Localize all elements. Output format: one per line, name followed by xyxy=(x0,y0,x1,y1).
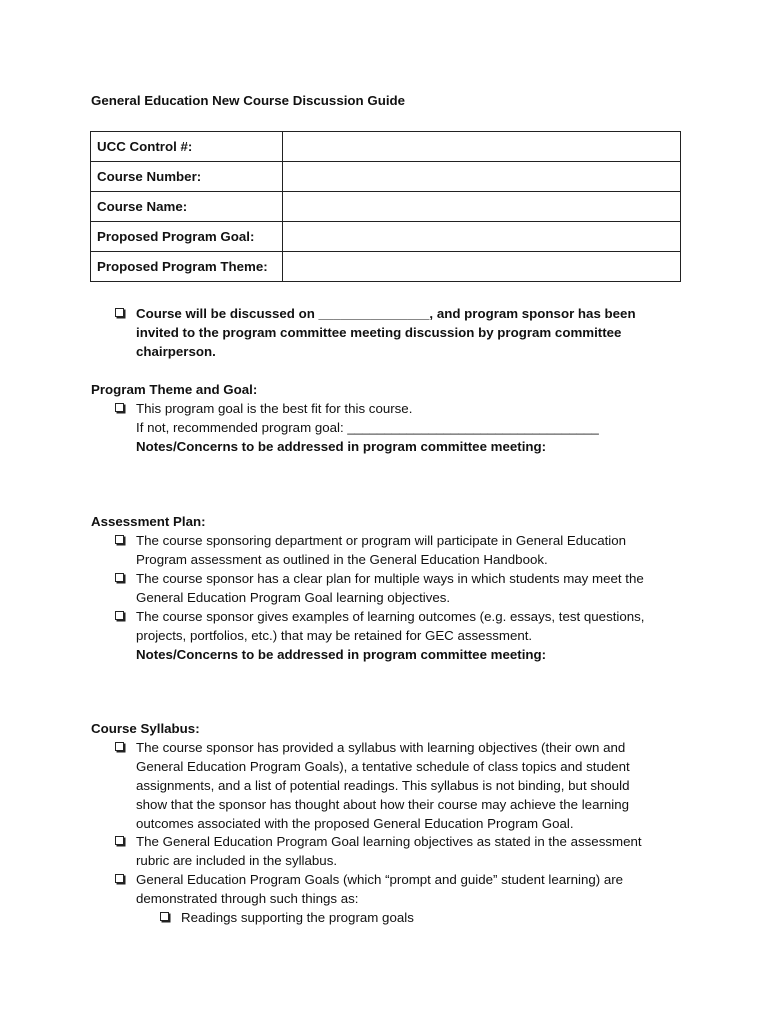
syllabus-item-1-line-4: show that the sponsor has thought about how their course may achieve the learning xyxy=(136,797,630,812)
course-name-label: Course Name: xyxy=(91,192,283,222)
ucc-control-field[interactable] xyxy=(283,132,681,162)
assessment-heading: Assessment Plan: xyxy=(91,514,206,529)
syllabus-subitem-readings: Readings supporting the program goals xyxy=(181,910,414,925)
assessment-checkbox-icon[interactable] xyxy=(115,611,124,620)
assessment-item-3-line-1: The course sponsor gives examples of learning outcomes (e.g. essays, test questions, xyxy=(136,609,645,624)
syllabus-item-1-line-5: outcomes associated with the proposed General Education Program Goal. xyxy=(136,816,574,831)
syllabus-checkbox-icon[interactable] xyxy=(115,874,124,883)
course-info-table xyxy=(90,131,681,282)
syllabus-item-2-line-2: rubric are included in the syllabus. xyxy=(136,853,338,868)
proposed-program-theme-field[interactable] xyxy=(283,252,681,282)
assessment-checkbox-icon[interactable] xyxy=(115,535,124,544)
assessment-item-2-line-1: The course sponsor has a clear plan for multiple ways in which students may meet the xyxy=(136,571,644,586)
syllabus-heading: Course Syllabus: xyxy=(91,721,200,736)
course-name-field[interactable] xyxy=(283,192,681,222)
document-title: General Education New Course Discussion Guide xyxy=(91,93,406,108)
syllabus-item-1-line-3: assignments, and a list of potential readings. This syllabus is not binding, but should xyxy=(136,778,630,793)
assessment-notes-label: Notes/Concerns to be addressed in program committee meeting: xyxy=(136,647,547,662)
ucc-control-label: UCC Control #: xyxy=(91,132,283,162)
syllabus-item-1-line-1: The course sponsor has provided a syllabus with learning objectives (their own and xyxy=(136,740,626,755)
meeting-item-line-1: Course will be discussed on _______________, and program sponsor has been xyxy=(136,306,636,321)
table-row xyxy=(91,252,681,282)
assessment-item-1-line-1: The course sponsoring department or program will participate in General Education xyxy=(136,533,627,548)
table-row xyxy=(91,162,681,192)
table-row xyxy=(91,192,681,222)
program-theme-heading: Program Theme and Goal: xyxy=(91,382,258,397)
proposed-program-theme-label: Proposed Program Theme: xyxy=(91,252,283,282)
syllabus-item-3-line-1: General Education Program Goals (which “prompt and guide” student learning) are xyxy=(136,872,624,887)
syllabus-item-3-line-2: demonstrated through such things as: xyxy=(136,891,359,906)
program-goal-checkbox-icon[interactable] xyxy=(115,403,124,412)
meeting-item-line-3: chairperson. xyxy=(136,344,216,359)
assessment-item-1-line-2: Program assessment as outlined in the General Education Handbook. xyxy=(136,552,548,567)
syllabus-checkbox-icon[interactable] xyxy=(115,836,124,845)
meeting-item-line-2: invited to the program committee meeting discussion by program committee xyxy=(136,325,622,340)
assessment-item-3-line-2: projects, portfolios, etc.) that may be retained for GEC assessment. xyxy=(136,628,533,643)
table-row xyxy=(91,222,681,252)
course-number-label: Course Number: xyxy=(91,162,283,192)
assessment-item-2-line-2: General Education Program Goal learning objectives. xyxy=(136,590,451,605)
syllabus-subitem-checkbox-icon[interactable] xyxy=(160,912,169,921)
syllabus-item-2-line-1: The General Education Program Goal learning objectives as stated in the assessment xyxy=(136,834,642,849)
meeting-checkbox-icon[interactable] xyxy=(115,308,124,317)
proposed-program-goal-field[interactable] xyxy=(283,222,681,252)
table-row xyxy=(91,132,681,162)
course-number-field[interactable] xyxy=(283,162,681,192)
assessment-checkbox-icon[interactable] xyxy=(115,573,124,582)
program-theme-notes-label: Notes/Concerns to be addressed in program committee meeting: xyxy=(136,439,547,454)
program-goal-item-line-2: If not, recommended program goal: __________________________________ xyxy=(136,420,599,435)
program-goal-item-line-1: This program goal is the best fit for this course. xyxy=(136,401,413,416)
syllabus-item-1-line-2: General Education Program Goals), a tentative schedule of class topics and student xyxy=(136,759,630,774)
syllabus-checkbox-icon[interactable] xyxy=(115,742,124,751)
proposed-program-goal-label: Proposed Program Goal: xyxy=(91,222,283,252)
